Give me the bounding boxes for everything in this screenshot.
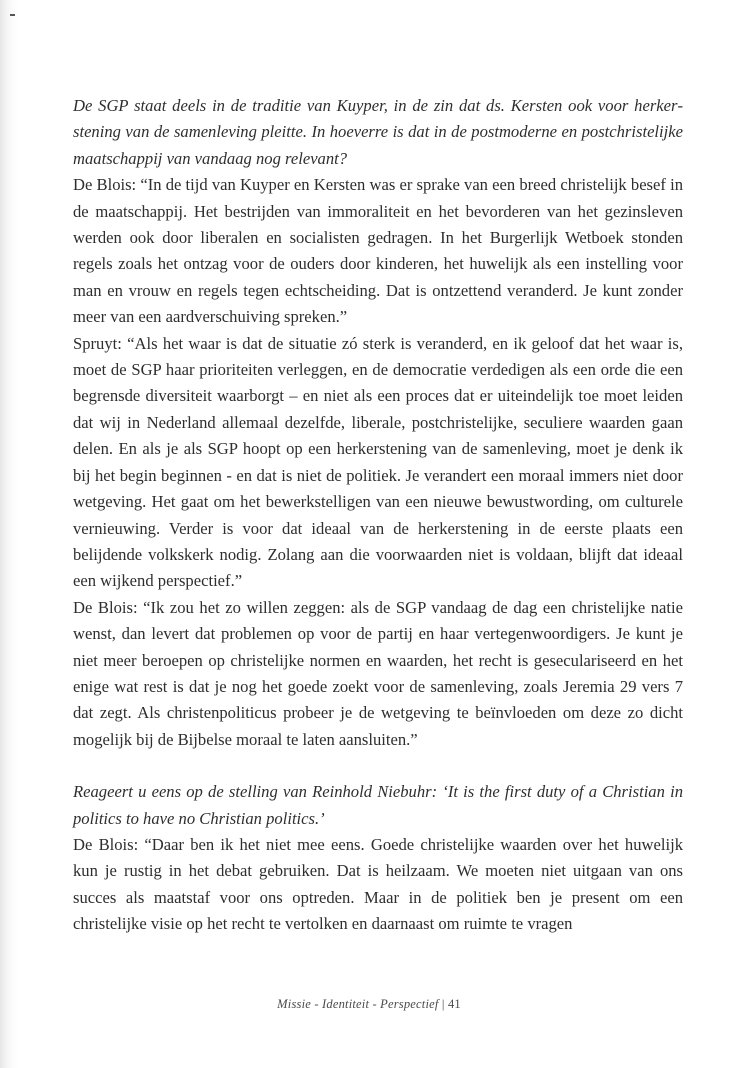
answer-spruyt-1: Spruyt: “Als het waar is dat de situatie zó sterk is veranderd, en ik geloof dat het waar is, moet de SGP haar prioriteiten verleggen, en de democratie verdedigen als een orde die een begrensde diversiteit waarborgt – en niet als een proces dat er uiteindelijk toe moet leiden dat wij in Nederland allemaal dezelfde, liberale, postchristelijke, seculiere waarden gaan delen. En als je als SGP hoopt op een herkerstening van de samenleving, moet je denk ik bij het begin beginnen - en dat is niet de politiek. Je verandert een moraal immers niet door wetgeving. Het gaat om het bewerkstelligen van een nieuwe bewustwording, om culturele vernieuwing. Verder is voor dat ideaal van de herkerstening in de eerste plaats een belijdende volkskerk nodig. Zolang aan die voorwaarden niet is voldaan, blijft dat ideaal een wijkend perspectief.” — [73, 333, 683, 591]
page-footer — [0, 997, 738, 1012]
answer-de-blois-3: De Blois: “Daar ben ik het niet mee eens. Goede christelijke waarden over het huwelijk kun je rustig in het debat gebruiken. Dat is heilzaam. We moeten niet uitgaan van ons succes als maatstaf voor ons optreden. Maar in de politiek ben je present om een christelijke visie op het recht te vertolken en daarnaast om ruimte te vragen — [73, 834, 683, 934]
page-number: 41 — [447, 997, 461, 1011]
body-text — [73, 93, 683, 938]
answer-de-blois-2: De Blois: “Ik zou het zo willen zeggen: als de SGP vandaag de dag een christelijke natie wenst, dan levert dat problemen op voor de partij en haar vertegenwoordigers. Je kunt je niet meer beroepen op christelijke normen en waarden, het recht is geseculariseerd en het enige wat rest is dat je nog het goede zoekt voor de samenleving, zoals Jeremia 29 vers 7 dat zegt. Als christenpoliticus probeer je de wetgeving te beïnvloeden om deze zo dicht mogelijk bij de Bijbelse moraal te laten aansluiten.” — [73, 597, 683, 749]
interview-question-2: Reageert u eens op de stelling van Reinhold Niebuhr: ‘It is the first duty of a Christian in politics to have no Christian politics.’ — [73, 782, 683, 828]
interview-question-1: De SGP staat deels in de traditie van Kuyper, in de zin dat ds. Kersten ook voor herkerstening van de samenleving pleitte. In hoeverre is dat in de postmoderne en postchristelijke maatschappij van vandaag nog relevant? — [73, 96, 683, 168]
footer-separator: | — [441, 997, 445, 1011]
page-binding-edge — [0, 0, 18, 1068]
answer-de-blois-1: De Blois: “In de tijd van Kuyper en Kersten was er sprake van een breed christelijk besef in de maatschappij. Het bestrijden van immoraliteit en het bevorderen van het gezinsleven werden ook door liberalen en socialisten gedragen. In het Burgerlijk Wetboek stonden regels zoals het ontzag voor de ouders door kinderen, het huwelijk als een instelling voor man en vrouw en regels tegen echtscheiding. Dat is ontzettend veranderd. Je kunt zonder meer van een aardverschuiving spreken.” — [73, 175, 683, 327]
edge-mark — [10, 14, 15, 16]
footer-running-title: Missie - Identiteit - Perspectief — [277, 997, 439, 1011]
